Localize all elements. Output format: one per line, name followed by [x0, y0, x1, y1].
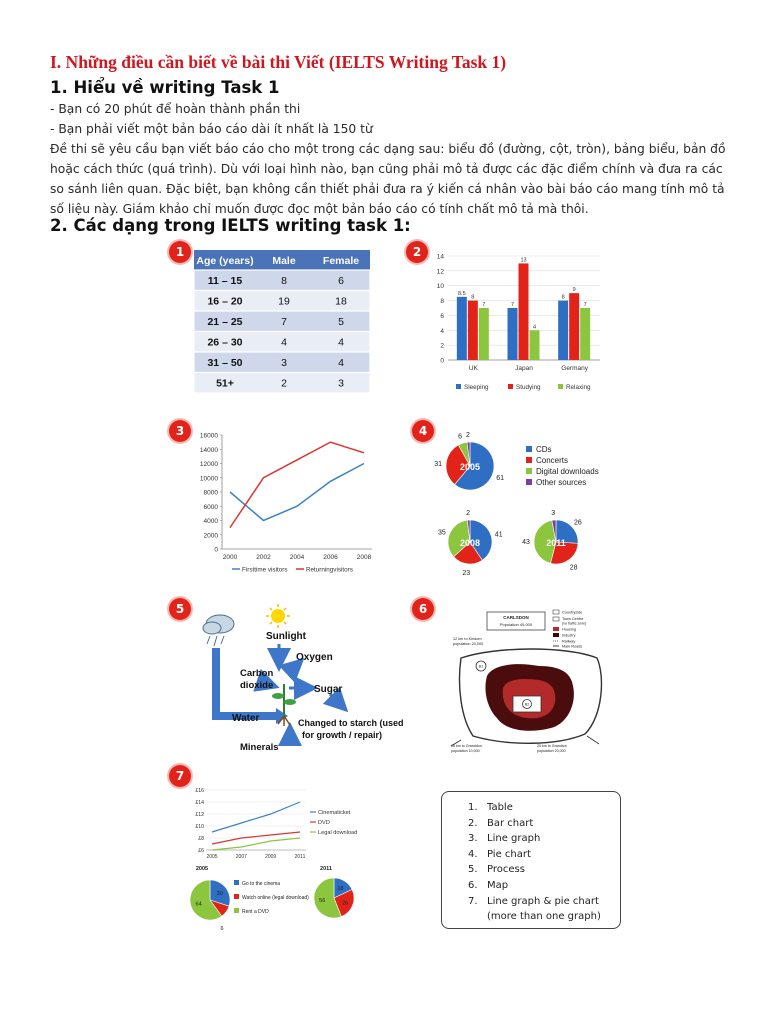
y-tick-label: £14 — [195, 800, 204, 806]
data-label: 7 — [510, 302, 515, 308]
y-tick-label: £6 — [198, 848, 204, 854]
legend-swatch — [234, 880, 239, 885]
series-line-returningvisitors — [230, 442, 364, 528]
table-cell: 11 – 15 — [207, 275, 243, 287]
table-cell: 3 — [281, 357, 287, 369]
legend-swatch — [508, 384, 513, 389]
pie-year-label: 2005 — [195, 866, 209, 872]
legend-label: DVD — [318, 820, 330, 826]
table-header-cell: Age (years) — [196, 255, 254, 267]
process-diagram — [192, 604, 404, 754]
body-line: - Bạn có 20 phút để hoàn thành phần thi — [50, 102, 301, 116]
pie-year-label: 2008 — [459, 538, 481, 548]
legend-label: Cinematicket — [318, 810, 351, 816]
x-tick-label: 2006 — [323, 554, 338, 561]
y-tick-label: 14 — [436, 253, 444, 261]
y-tick-label: £16 — [195, 788, 204, 794]
legend-swatch — [456, 384, 461, 389]
x-tick-label: Japan — [515, 365, 533, 372]
list-item-extra: (more than one graph) — [487, 911, 601, 923]
table-cell: 18 — [335, 295, 347, 308]
town-map — [447, 606, 617, 758]
legend-swatch — [234, 908, 239, 913]
y-tick-label: 4 — [440, 327, 444, 335]
pie-value-label: 26 — [573, 519, 582, 527]
svg-text:Main Roads: Main Roads — [562, 644, 583, 649]
map-title: CARLSDON — [503, 615, 529, 620]
chart-types-list — [441, 791, 621, 929]
svg-text:Housing: Housing — [562, 627, 576, 632]
y-tick-label: 6 — [440, 312, 444, 320]
pie-value-label: 26 — [342, 900, 349, 907]
table-cell: 21 – 25 — [207, 316, 243, 328]
body-line: - Bạn phải viết một bản báo cáo dài ít nhất là 150 từ — [50, 122, 373, 136]
list-item: 2. Bar chart — [468, 817, 534, 829]
pie-value-label: 6 — [220, 926, 224, 932]
section1-body — [50, 99, 730, 219]
pie-value-label: 28 — [569, 564, 578, 572]
line-chart-visitors — [192, 428, 382, 578]
x-tick-label: 2004 — [289, 554, 305, 561]
svg-text:population 10,000: population 10,000 — [451, 749, 480, 753]
y-tick-label: 6000 — [203, 503, 218, 511]
body-line: Đề thi sẽ yêu cầu bạn viết báo cáo cho một trong các dạng sau: biểu đồ (đường, cột, tròn), bảng biểu, bản đồ — [50, 142, 726, 156]
pie-value-label: 18 — [337, 885, 344, 892]
legend-swatch — [526, 468, 532, 474]
pie-value-label: 30 — [216, 890, 223, 897]
bar-relaxing — [580, 308, 590, 360]
legend-label: Sleeping — [464, 384, 489, 391]
bar-relaxing — [530, 330, 540, 360]
y-tick-label: 0 — [214, 546, 218, 554]
label-minerals: Minerals — [240, 742, 279, 753]
table-cell: 31 – 50 — [207, 357, 243, 369]
list-item: 6. Map — [468, 879, 509, 891]
data-label: 7 — [482, 302, 486, 308]
y-tick-label: 8000 — [203, 489, 218, 497]
legend-swatch — [558, 384, 563, 389]
svg-text:population 20,000: population 20,000 — [453, 642, 484, 646]
badge-4: 4 — [412, 420, 434, 442]
table-cell: 8 — [281, 275, 287, 287]
data-label: 8 — [561, 294, 565, 301]
pie-value-label: 2 — [466, 432, 470, 440]
series-line-firsttime-visitors — [230, 464, 364, 521]
svg-text:population 20,000: population 20,000 — [537, 749, 566, 753]
table-cell: 6 — [338, 275, 344, 287]
list-item: 7. Line graph & pie chart — [468, 895, 599, 907]
pie-value-label: 6 — [458, 433, 463, 441]
table-cell: 7 — [281, 316, 287, 328]
legend-label: Firsttime visitors — [242, 566, 288, 574]
pie-value-label: 2 — [466, 510, 471, 518]
data-label: 7 — [583, 302, 587, 308]
table-header-cell: Male — [272, 255, 296, 267]
list-item: 3. Line graph — [468, 833, 541, 845]
pie-value-label: 61 — [496, 474, 505, 482]
section2-title: 2. Các dạng trong IELTS writing task 1: — [50, 216, 411, 235]
svg-text:12 km to Kindom: 12 km to Kindom — [453, 637, 482, 641]
body-line: hoặc cách thức (quá trình). Dù với loại hình nào, bạn cũng phải mô tả được các đặc điểm chính và đưa ra các — [50, 162, 723, 176]
svg-text:Town Centre: Town Centre — [562, 617, 584, 621]
label-starch-2: for growth / repair) — [302, 730, 383, 740]
x-tick-label: 2007 — [235, 854, 247, 860]
legend-label: Returningvisitors — [306, 566, 353, 574]
rain-cloud-icon — [203, 615, 234, 646]
bar-studying — [468, 301, 478, 360]
pie-value-label: 23 — [462, 569, 471, 577]
label-dioxide: dioxide — [240, 680, 274, 691]
map-legend — [553, 610, 586, 649]
y-tick-label: £8 — [198, 836, 204, 842]
legend-label: Go to the cinema — [242, 881, 281, 887]
pie-year-label: 2011 — [320, 866, 332, 872]
x-tick-label: 2011 — [294, 854, 306, 860]
table-cell: 2 — [281, 377, 287, 390]
table-cell: 16 – 20 — [207, 295, 243, 308]
pie-value-label: 3 — [551, 510, 556, 518]
series-line-legal-download — [212, 838, 300, 850]
series-line-cinematicket — [212, 802, 300, 832]
legend-label: Rent a DVD — [242, 909, 269, 915]
pie-year-label: 2011 — [546, 538, 566, 548]
label-water: Water — [232, 713, 260, 724]
svg-text:20 km to Grandton: 20 km to Grandton — [537, 744, 567, 748]
x-tick-label: UK — [468, 365, 478, 372]
legend-label: CDs — [536, 445, 552, 454]
list-item: 4. Pie chart — [468, 848, 531, 860]
pie-charts-cinema — [186, 864, 364, 936]
y-tick-label: 2 — [440, 342, 444, 350]
y-tick-label: 2000 — [203, 532, 218, 540]
label-starch-1: Changed to starch (used — [298, 718, 404, 728]
svg-text:16 km to Granddon: 16 km to Granddon — [451, 744, 482, 748]
data-label: 4 — [532, 324, 537, 331]
table-cell: 51+ — [216, 377, 234, 390]
label-sugar: Sugar — [314, 684, 343, 695]
table-cell: 19 — [278, 295, 290, 308]
svg-text:(no traffic zone): (no traffic zone) — [562, 621, 587, 626]
table-cell: 26 – 30 — [207, 336, 243, 349]
list-item: 5. Process — [468, 864, 525, 876]
main-heading: I. Những điều cần biết về bài thi Viết (IELTS Writing Task 1) — [50, 52, 507, 72]
y-tick-label: £12 — [195, 812, 204, 818]
legend-swatch — [526, 479, 532, 485]
table-cell: 4 — [281, 336, 287, 349]
legend-label: Other sources — [536, 478, 587, 487]
badge-3: 3 — [169, 420, 191, 442]
pie-year-label: 2005 — [459, 462, 481, 472]
data-label: 8.5 — [458, 290, 466, 297]
data-label: 13 — [520, 257, 527, 264]
road-label-b2: B2 — [524, 702, 530, 707]
pie-value-label: 41 — [494, 531, 503, 539]
section1-title: 1. Hiểu về writing Task 1 — [50, 78, 280, 97]
y-tick-label: 4000 — [203, 518, 218, 525]
svg-text:Railway: Railway — [562, 639, 576, 644]
data-label: 8 — [471, 294, 475, 301]
pie-value-label: 64 — [195, 901, 202, 908]
table-cell: 4 — [338, 357, 344, 369]
legend-label: Digital downloads — [536, 467, 599, 476]
y-tick-label: £10 — [195, 824, 204, 830]
legend-swatch — [526, 446, 532, 452]
body-line: so sánh liên quan. Đặc biệt, bạn không cần thiết phải đưa ra ý kiến cá nhân vào bài báo cáo mang tính mô tả — [50, 182, 725, 196]
bar-sleeping — [508, 308, 518, 360]
pie-value-label: 35 — [438, 529, 446, 537]
svg-text:Countryside: Countryside — [562, 610, 583, 615]
y-tick-label: 8 — [440, 298, 444, 306]
table-cell: 3 — [338, 377, 344, 390]
bar-studying — [519, 263, 529, 360]
table-cell: 4 — [338, 336, 344, 349]
y-tick-label: 14000 — [199, 446, 218, 454]
x-tick-label: 2009 — [265, 854, 277, 860]
legend-swatch — [234, 894, 239, 899]
label-oxygen: Oxygen — [296, 652, 333, 663]
pie-charts-music — [428, 428, 628, 578]
legend-label: Studying — [516, 384, 541, 391]
legend-swatch — [526, 457, 532, 463]
badge-5: 5 — [169, 598, 191, 620]
svg-text:Industry: Industry — [562, 633, 576, 638]
legend-label: Watch online (legal download) — [242, 895, 309, 901]
x-tick-label: 2000 — [222, 554, 238, 561]
bar-sleeping — [457, 297, 467, 360]
legend-label: Concerts — [536, 456, 569, 465]
sun-icon — [266, 604, 290, 628]
y-tick-label: 0 — [440, 357, 444, 365]
badge-2: 2 — [406, 241, 428, 263]
badge-7: 7 — [169, 765, 191, 787]
bar-studying — [569, 293, 579, 360]
pie-value-label: 43 — [522, 539, 530, 547]
map-subtitle: Population 45,000 — [499, 622, 533, 627]
y-tick-label: 16000 — [199, 432, 218, 440]
y-tick-label: 10 — [436, 283, 444, 291]
road-label-b1: B1 — [478, 664, 484, 669]
x-tick-label: Germany — [561, 365, 589, 372]
legend-label: Legal download — [318, 830, 358, 836]
y-tick-label: 10000 — [199, 475, 218, 483]
y-tick-label: 12 — [436, 268, 444, 276]
line-chart-cinema — [186, 786, 364, 864]
bar-chart — [428, 250, 610, 396]
list-item: 1. Table — [468, 802, 513, 813]
legend-label: Relaxing — [566, 384, 591, 391]
label-carbon: Carbon — [240, 668, 274, 679]
table-figure — [192, 250, 377, 396]
x-tick-label: 2008 — [356, 554, 372, 561]
bar-sleeping — [558, 301, 568, 360]
y-tick-label: 12000 — [199, 461, 218, 468]
pie-value-label: 31 — [434, 460, 443, 468]
label-sunlight: Sunlight — [266, 631, 306, 642]
pie-value-label: 56 — [319, 898, 326, 905]
badge-6: 6 — [412, 598, 434, 620]
data-label: 9 — [572, 287, 576, 294]
body-line: số liệu này. Giám khảo chỉ muốn được đọc một bản báo cáo có tính chất mô tả mà thôi. — [50, 202, 589, 216]
table-header-cell: Female — [322, 255, 360, 267]
x-tick-label: 2005 — [206, 854, 218, 860]
bar-relaxing — [479, 308, 489, 360]
table-cell: 5 — [338, 316, 344, 328]
badge-1: 1 — [169, 241, 191, 263]
x-tick-label: 2002 — [256, 554, 271, 561]
